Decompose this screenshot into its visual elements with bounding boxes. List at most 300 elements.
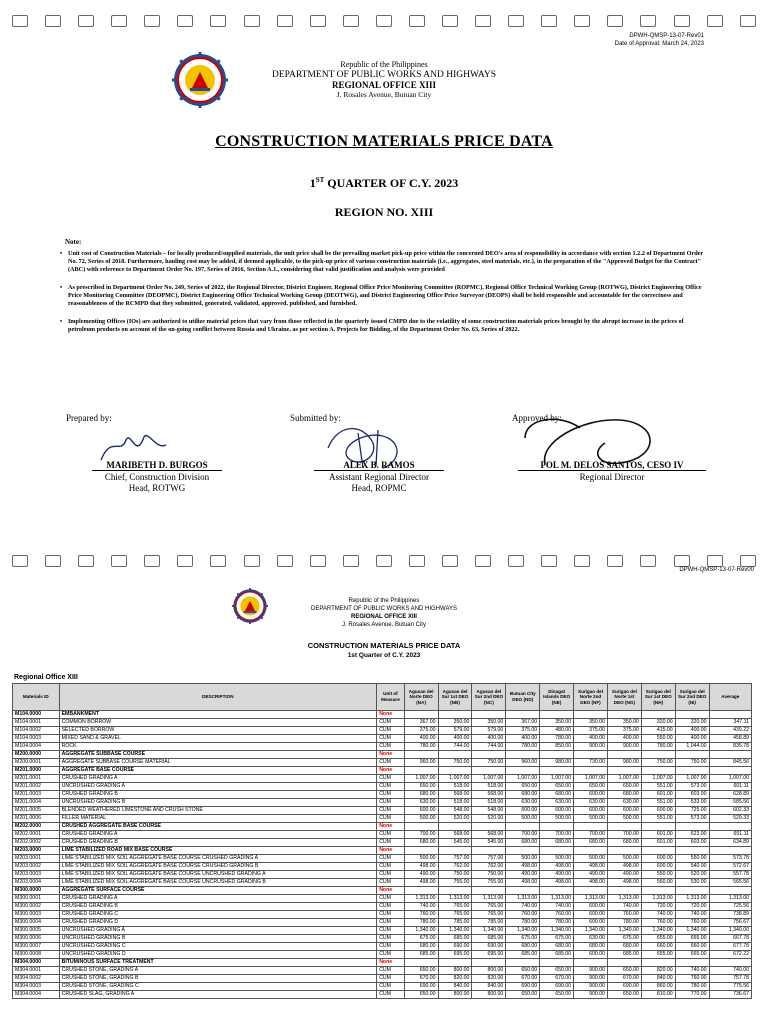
unit-cell: CUM <box>377 855 405 863</box>
price-cell: 518.00 <box>472 783 506 791</box>
material-id-cell: M202.0000 <box>13 823 60 831</box>
price-cell: 720.00 <box>641 903 675 911</box>
price-cell: 900.00 <box>574 967 608 975</box>
submitted-by-role: Head, ROPMC <box>351 483 407 493</box>
description-cell: SELECTED BORROW <box>59 727 377 735</box>
price-cell: 560.00 <box>641 879 675 887</box>
material-id-cell: M201.0001 <box>13 775 60 783</box>
material-id-cell: M300.0007 <box>13 943 60 951</box>
unit-cell: CUM <box>377 951 405 959</box>
price-cell: 765.00 <box>472 911 506 919</box>
price-cell: 680.00 <box>607 791 641 799</box>
agency-header <box>0 60 768 100</box>
price-cell <box>607 959 641 967</box>
price-cell: 650.00 <box>540 991 574 999</box>
price-cell <box>675 751 709 759</box>
table-subtitle: 1st Quarter of C.Y. 2023 <box>347 652 421 659</box>
price-cell: 650.00 <box>404 991 438 999</box>
price-cell: 520.00 <box>472 815 506 823</box>
prepared-by-title: Chief, Construction Division <box>104 472 210 482</box>
price-cell: 760.00 <box>675 919 709 927</box>
unit-cell: CUM <box>377 743 405 751</box>
average-cell: 1,313.00 <box>709 895 751 903</box>
price-cell: 545.00 <box>472 839 506 847</box>
material-id-cell: M304.0002 <box>13 975 60 983</box>
price-cell: 518.00 <box>438 799 472 807</box>
description-cell: LIME STABILIZED MIX SOIL AGGREGATE BASE COURSE UNCRUSHED GRADING A <box>59 871 377 879</box>
price-cell: 350.00 <box>540 719 574 727</box>
office-line-2: REGIONAL OFFICE XIII <box>351 614 417 620</box>
description-cell: AGGREGATE SUBBASE COURSE <box>59 751 377 759</box>
price-cell: 680.00 <box>404 839 438 847</box>
price-cell: 765.00 <box>472 903 506 911</box>
average-cell: 602.33 <box>709 807 751 815</box>
description-cell: EMBANKMENT <box>59 711 377 719</box>
price-cell: 675.00 <box>607 935 641 943</box>
price-cell: 690.00 <box>404 983 438 991</box>
price-cell: 780.00 <box>641 743 675 751</box>
price-cell <box>675 847 709 855</box>
table-title: CONSTRUCTION MATERIALS PRICE DATA <box>307 641 461 650</box>
price-cell: 980.00 <box>607 759 641 767</box>
price-cell: 680.00 <box>404 791 438 799</box>
price-cell: 760.00 <box>540 911 574 919</box>
price-cell: 603.00 <box>675 839 709 847</box>
price-cell: 375.00 <box>607 727 641 735</box>
unit-cell: CUM <box>377 727 405 735</box>
description-cell: CRUSHED GRADING A <box>59 831 377 839</box>
price-cell: 675.00 <box>540 935 574 943</box>
price-cell: 1,044.00 <box>675 743 709 751</box>
price-cell: 1,007.00 <box>641 775 675 783</box>
material-id-cell: M201.0004 <box>13 799 60 807</box>
price-cell: 665.00 <box>675 951 709 959</box>
unit-cell: CUM <box>377 839 405 847</box>
average-cell: 565.56 <box>709 879 751 887</box>
column-header: Average <box>709 684 751 711</box>
price-cell <box>540 751 574 759</box>
average-cell: 585.56 <box>709 799 751 807</box>
price-cell: 780.00 <box>540 735 574 743</box>
price-cell <box>438 887 472 895</box>
material-id-cell: M201.0006 <box>13 815 60 823</box>
price-cell: 1,007.00 <box>574 775 608 783</box>
material-id-cell: M104.0002 <box>13 727 60 735</box>
price-cell: 500.00 <box>506 855 540 863</box>
price-cell: 630.00 <box>506 799 540 807</box>
price-cell: 800.00 <box>472 991 506 999</box>
price-cell <box>540 767 574 775</box>
material-id-cell: M104.0000 <box>13 711 60 719</box>
price-cell: 680.00 <box>506 839 540 847</box>
price-cell <box>438 823 472 831</box>
approved-by-name: POL M. DELOS SANTOS, CESO IV <box>518 460 706 471</box>
price-cell: 750.00 <box>675 759 709 767</box>
table-row <box>13 951 752 959</box>
price-cell: 695.00 <box>472 951 506 959</box>
price-cell: 770.00 <box>675 991 709 999</box>
price-cell <box>607 847 641 855</box>
price-cell: 670.00 <box>506 975 540 983</box>
unit-cell: CUM <box>377 903 405 911</box>
price-cell: 1,340.00 <box>675 927 709 935</box>
price-cell <box>675 711 709 719</box>
price-cell: 548.00 <box>472 807 506 815</box>
price-cell: 600.00 <box>574 919 608 927</box>
price-cell: 765.00 <box>438 911 472 919</box>
price-cell: 820.00 <box>641 967 675 975</box>
price-cell: 750.00 <box>472 871 506 879</box>
price-cell: 780.00 <box>675 983 709 991</box>
price-cell: 1,313.00 <box>404 895 438 903</box>
price-cell: 762.00 <box>472 863 506 871</box>
price-cell: 400.00 <box>607 735 641 743</box>
unit-cell: CUM <box>377 991 405 999</box>
price-cell: 600.00 <box>574 807 608 815</box>
price-cell <box>675 823 709 831</box>
section-row <box>13 959 752 967</box>
price-cell: 550.00 <box>675 855 709 863</box>
price-cell: 760.00 <box>641 919 675 927</box>
price-cell: 900.00 <box>574 983 608 991</box>
average-cell: 634.89 <box>709 839 751 847</box>
price-cell: 551.00 <box>641 783 675 791</box>
price-cell: 785.00 <box>472 919 506 927</box>
table-row <box>13 791 752 799</box>
price-table <box>12 683 752 999</box>
description-cell: AGGREGATE SUBBASE COURSE MATERIAL <box>59 759 377 767</box>
description-cell: CRUSHED GRADING B <box>59 839 377 847</box>
unit-cell: None <box>377 847 405 855</box>
material-id-cell: M202.0002 <box>13 839 60 847</box>
price-cell: 600.00 <box>641 855 675 863</box>
price-cell <box>472 959 506 967</box>
note-bullet: • Implementing Offices (IOs) are authorized to utilize material prices that vary from those reflected in the quarterly issued CMPD due to the volatility of some construction materials prices brought by the abrupt increase in the prices of petroleum products on account of the on-going conflict between Russia and Ukraine, as per section A. Projects for Bidding, of the Department Order No. 63, Series of 2022. <box>60 318 684 333</box>
price-cell: 680.00 <box>506 791 540 799</box>
price-cell: 530.00 <box>675 879 709 887</box>
price-cell <box>506 823 540 831</box>
price-cell: 518.00 <box>438 783 472 791</box>
table-row <box>13 903 752 911</box>
price-cell <box>574 711 608 719</box>
price-cell <box>404 887 438 895</box>
unit-cell: CUM <box>377 967 405 975</box>
price-cell: 498.00 <box>404 863 438 871</box>
price-cell: 500.00 <box>574 815 608 823</box>
table-row <box>13 943 752 951</box>
description-cell: UNCRUSHED GRADING C <box>59 943 377 951</box>
price-cell: 655.00 <box>675 935 709 943</box>
price-cell: 579.00 <box>438 727 472 735</box>
price-cell: 518.00 <box>472 799 506 807</box>
description-cell: LIME STABILIZED MIX SOIL AGGREGATE BASE COURSE CRUSHED GRADING B <box>59 863 377 871</box>
control-number-2: DPWH-QMSP-13-07-Rev00 <box>679 567 754 573</box>
page-2 <box>0 540 768 1024</box>
description-cell: AGGREGATE SURFACE COURSE <box>59 887 377 895</box>
address-line-2: J. Rosales Avenue, Butuan City <box>342 622 426 628</box>
price-cell <box>472 823 506 831</box>
price-cell: 650.00 <box>607 783 641 791</box>
price-cell: 680.00 <box>506 943 540 951</box>
price-cell: 550.00 <box>641 735 675 743</box>
table-header-row <box>13 684 752 711</box>
price-cell: 550.00 <box>641 871 675 879</box>
price-cell: 601.00 <box>641 831 675 839</box>
price-cell: 755.00 <box>438 879 472 887</box>
price-cell: 744.00 <box>472 743 506 751</box>
table-row <box>13 935 752 943</box>
price-cell: 630.00 <box>574 935 608 943</box>
price-cell: 840.00 <box>438 983 472 991</box>
price-cell <box>540 887 574 895</box>
description-cell: CRUSHED STONE, GRADING B <box>59 975 377 983</box>
price-cell: 1,007.00 <box>438 775 472 783</box>
average-cell <box>709 959 751 967</box>
price-cell: 685.00 <box>472 935 506 943</box>
price-cell: 860.00 <box>641 983 675 991</box>
unit-cell: None <box>377 767 405 775</box>
department-line: DEPARTMENT OF PUBLIC WORKS AND HIGHWAYS <box>271 70 497 80</box>
price-cell: 740.00 <box>641 911 675 919</box>
average-cell: 672.22 <box>709 951 751 959</box>
column-header: Surigao del Norte 1st DEO (NG) <box>607 684 641 711</box>
address-line: J. Rosales Avenue, Butuan City <box>336 90 432 99</box>
description-cell: UNCRUSHED GRADING A <box>59 927 377 935</box>
price-cell: 400.00 <box>506 735 540 743</box>
price-cell: 762.00 <box>438 863 472 871</box>
price-cell <box>641 847 675 855</box>
price-cell: 840.00 <box>472 983 506 991</box>
price-cell <box>472 751 506 759</box>
price-cell: 498.00 <box>404 879 438 887</box>
price-cell <box>540 711 574 719</box>
price-cell <box>641 823 675 831</box>
table-row <box>13 967 752 975</box>
price-cell: 670.00 <box>540 975 574 983</box>
price-cell: 750.00 <box>472 759 506 767</box>
price-cell: 685.00 <box>540 951 574 959</box>
price-cell: 400.00 <box>675 735 709 743</box>
description-cell: CRUSHED GRADING B <box>59 903 377 911</box>
price-cell: 685.00 <box>404 951 438 959</box>
price-cell: 600.00 <box>404 807 438 815</box>
price-cell: 650.00 <box>540 783 574 791</box>
price-cell: 850.00 <box>540 743 574 751</box>
price-cell: 690.00 <box>607 983 641 991</box>
material-id-cell: M300.0004 <box>13 919 60 927</box>
price-cell: 690.00 <box>438 943 472 951</box>
unit-cell: CUM <box>377 759 405 767</box>
table-row <box>13 983 752 991</box>
price-cell: 650.00 <box>404 967 438 975</box>
description-cell: LIME STABILIZED MIX SOIL AGGREGATE BASE COURSE CRUSHED GRADING A <box>59 855 377 863</box>
unit-cell: CUM <box>377 935 405 943</box>
price-cell: 740.00 <box>675 967 709 975</box>
average-cell: 740.00 <box>709 967 751 975</box>
unit-cell: CUM <box>377 943 405 951</box>
price-cell <box>574 847 608 855</box>
average-cell: 572.67 <box>709 863 751 871</box>
average-cell <box>709 751 751 759</box>
price-cell: 690.00 <box>472 943 506 951</box>
price-cell: 1,340.00 <box>641 927 675 935</box>
unit-cell: CUM <box>377 735 405 743</box>
description-cell: CRUSHED AGGREGATE BASE COURSE <box>59 823 377 831</box>
average-cell: 557.78 <box>709 871 751 879</box>
material-id-cell: M203.0002 <box>13 863 60 871</box>
price-cell: 498.00 <box>607 863 641 871</box>
price-cell: 603.00 <box>675 791 709 799</box>
price-cell: 700.00 <box>404 831 438 839</box>
table-row <box>13 895 752 903</box>
material-id-cell: M202.0001 <box>13 831 60 839</box>
price-cell: 900.00 <box>574 743 608 751</box>
price-cell: 498.00 <box>540 879 574 887</box>
price-cell: 1,340.00 <box>540 927 574 935</box>
price-cell: 1,313.00 <box>506 895 540 903</box>
price-cell: 780.00 <box>607 919 641 927</box>
price-cell: 1,340.00 <box>404 927 438 935</box>
price-cell: 1,340.00 <box>607 927 641 935</box>
price-cell: 1,313.00 <box>540 895 574 903</box>
description-cell: CRUSHED SLAG, GRADING A <box>59 991 377 999</box>
table-row <box>13 855 752 863</box>
price-cell <box>438 711 472 719</box>
approved-by-title: Regional Director <box>579 472 645 482</box>
unit-cell: CUM <box>377 911 405 919</box>
table-row <box>13 975 752 983</box>
price-cell: 350.00 <box>574 719 608 727</box>
table-row <box>13 727 752 735</box>
price-cell <box>438 767 472 775</box>
price-cell: 1,007.00 <box>540 775 574 783</box>
price-cell: 650.00 <box>540 967 574 975</box>
unit-cell: CUM <box>377 791 405 799</box>
price-cell: 630.00 <box>540 799 574 807</box>
price-cell: 480.00 <box>540 727 574 735</box>
price-cell <box>574 959 608 967</box>
price-cell: 650.00 <box>506 783 540 791</box>
material-id-cell: M203.0001 <box>13 855 60 863</box>
price-cell: 700.00 <box>607 831 641 839</box>
average-cell: 845.56 <box>709 759 751 767</box>
price-cell <box>641 751 675 759</box>
price-cell: 498.00 <box>506 863 540 871</box>
price-cell: 650.00 <box>607 991 641 999</box>
price-cell: 400.00 <box>472 735 506 743</box>
price-cell <box>574 767 608 775</box>
material-id-cell: M304.0004 <box>13 991 60 999</box>
description-cell: LIME STABILIZED ROAD MIX BASE COURSE <box>59 847 377 855</box>
price-cell: 600.00 <box>574 791 608 799</box>
price-cell: 490.00 <box>607 871 641 879</box>
unit-cell: CUM <box>377 831 405 839</box>
price-cell: 750.00 <box>438 871 472 879</box>
description-cell: MIXED SAND & GRAVEL <box>59 735 377 743</box>
price-cell <box>506 847 540 855</box>
average-cell: 573.78 <box>709 855 751 863</box>
description-cell: AGGREGATE BASE COURSE <box>59 767 377 775</box>
price-cell: 600.00 <box>506 807 540 815</box>
price-cell: 500.00 <box>607 855 641 863</box>
price-cell <box>607 767 641 775</box>
price-cell: 757.00 <box>472 855 506 863</box>
price-cell: 498.00 <box>506 879 540 887</box>
table-row <box>13 839 752 847</box>
unit-cell: None <box>377 959 405 967</box>
price-cell: 765.00 <box>438 903 472 911</box>
price-cell: 680.00 <box>540 839 574 847</box>
price-cell: 740.00 <box>675 911 709 919</box>
unit-cell: CUM <box>377 879 405 887</box>
average-cell: 835.78 <box>709 743 751 751</box>
price-cell: 533.00 <box>675 799 709 807</box>
description-cell: CRUSHED GRADING A <box>59 895 377 903</box>
price-cell: 500.00 <box>574 855 608 863</box>
description-cell: CRUSHED GRADING D <box>59 919 377 927</box>
price-cell: 800.00 <box>472 967 506 975</box>
price-cell: 320.00 <box>641 719 675 727</box>
price-cell: 800.00 <box>438 967 472 975</box>
material-id-cell: M200.0000 <box>13 751 60 759</box>
price-cell: 1,340.00 <box>574 927 608 935</box>
column-header: Agusan del Sur 2nd DEO (NC) <box>472 684 506 711</box>
average-cell: 651.11 <box>709 831 751 839</box>
price-cell: 650.00 <box>607 967 641 975</box>
average-cell <box>709 767 751 775</box>
price-cell: 900.00 <box>574 975 608 983</box>
price-cell: 500.00 <box>540 855 574 863</box>
average-cell <box>709 847 751 855</box>
price-cell: 960.00 <box>506 759 540 767</box>
price-cell: 498.00 <box>574 863 608 871</box>
price-cell: 695.00 <box>438 951 472 959</box>
price-cell: 650.00 <box>574 783 608 791</box>
average-cell: 757.78 <box>709 975 751 983</box>
approved-by-label: Approved by: <box>512 413 562 423</box>
price-cell <box>404 959 438 967</box>
price-cell: 520.00 <box>675 871 709 879</box>
description-cell: CRUSHED STONE, GRADING A <box>59 967 377 975</box>
table-row <box>13 871 752 879</box>
material-id-cell: M203.0004 <box>13 879 60 887</box>
price-cell: 623.00 <box>675 831 709 839</box>
price-cell: 1,313.00 <box>472 895 506 903</box>
prepared-by-name: MARIBETH D. BURGOS <box>92 460 222 471</box>
column-header: Dinagat Islands DEO (NE) <box>540 684 574 711</box>
price-cell: 780.00 <box>540 919 574 927</box>
price-cell: 680.00 <box>607 839 641 847</box>
material-id-cell: M104.0004 <box>13 743 60 751</box>
price-cell: 800.00 <box>438 991 472 999</box>
price-cell: 579.00 <box>472 727 506 735</box>
price-cell <box>607 887 641 895</box>
price-cell: 730.00 <box>574 759 608 767</box>
price-cell <box>506 887 540 895</box>
description-cell: UNCRUSHED GRADING A <box>59 783 377 791</box>
price-cell <box>404 823 438 831</box>
price-cell <box>506 959 540 967</box>
table-row <box>13 743 752 751</box>
price-cell: 750.00 <box>438 759 472 767</box>
price-cell: 1,007.00 <box>472 775 506 783</box>
section-row <box>13 711 752 719</box>
average-cell: 458.89 <box>709 735 751 743</box>
table-row <box>13 775 752 783</box>
price-cell: 601.00 <box>641 791 675 799</box>
description-cell: LIME STABILIZED MIX SOIL AGGREGATE BASE COURSE UNCRUSHED GRADING B <box>59 879 377 887</box>
price-cell: 650.00 <box>506 991 540 999</box>
